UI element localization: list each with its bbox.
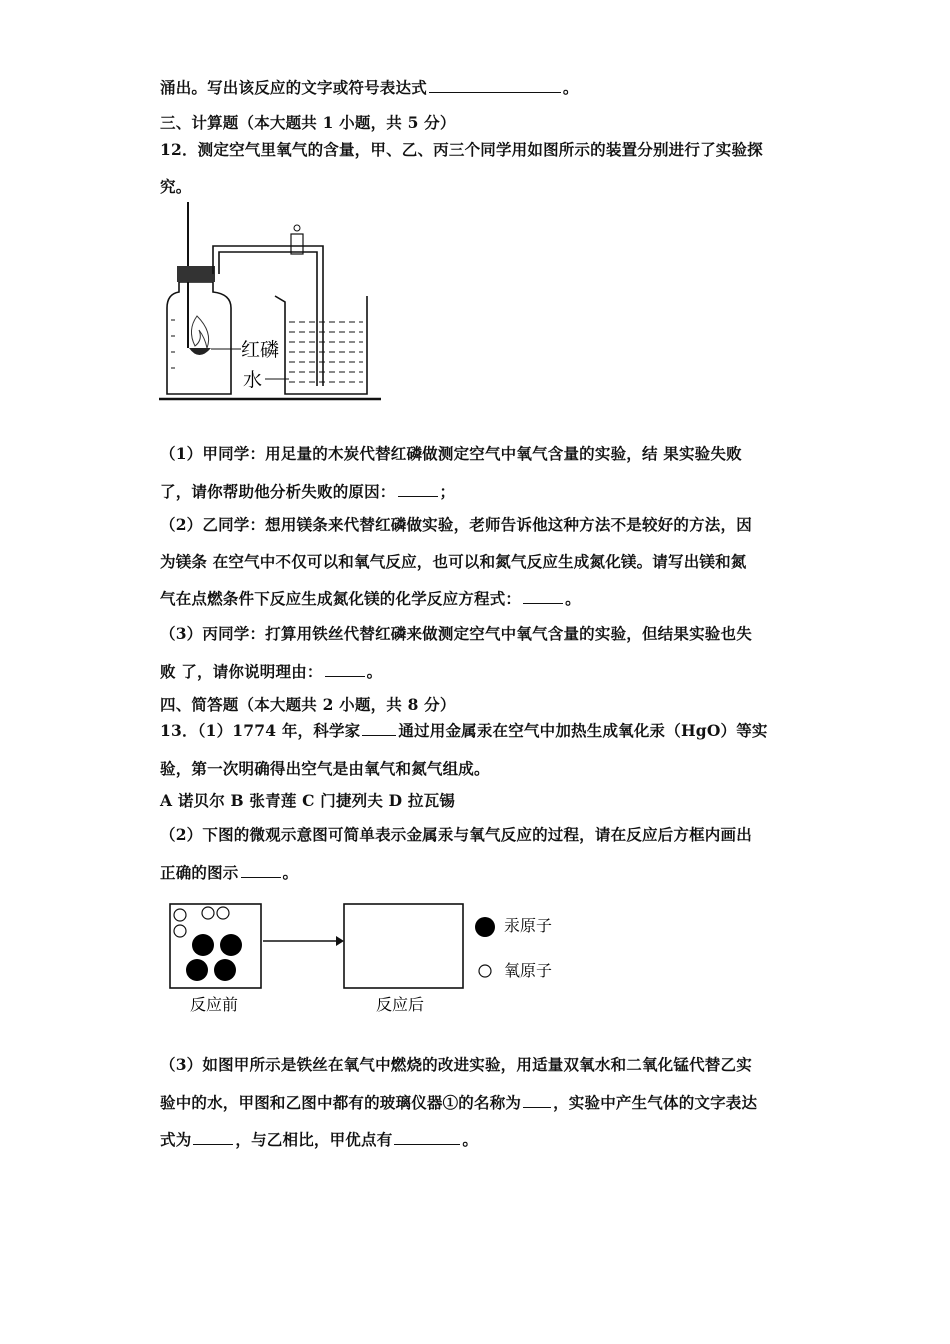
- water-lines: [289, 322, 363, 382]
- answer-blank[interactable]: [362, 721, 396, 736]
- mercury-atom: [220, 934, 242, 956]
- q13-line-f: [160, 1091, 757, 1113]
- answer-blank[interactable]: [193, 1130, 233, 1145]
- stopper: [177, 266, 215, 282]
- text: 正确的图示: [160, 863, 239, 882]
- label-water: 水: [243, 369, 263, 391]
- reaction-diagram: [160, 898, 580, 1020]
- oxygen-atom: [202, 907, 214, 919]
- q12-part2-c: [160, 587, 581, 609]
- clamp: [291, 234, 303, 254]
- q12-part3-b: [160, 660, 382, 682]
- section-3-title: 三、计算题（本大题共 1 小题，共 5 分）: [160, 113, 456, 132]
- section-4-title: 四、简答题（本大题共 2 小题，共 8 分）: [160, 695, 456, 714]
- legend-mercury-atom: [475, 917, 495, 937]
- q13-line-d: [160, 861, 298, 883]
- text: 。: [282, 863, 299, 882]
- label-before: 反应前: [190, 995, 239, 1014]
- text: ，与乙相比，甲优点有: [235, 1130, 393, 1149]
- answer-blank[interactable]: [325, 662, 365, 677]
- text: 。: [462, 1130, 479, 1149]
- legend-oxygen-label: 氧原子: [504, 961, 553, 980]
- answer-blank[interactable]: [429, 78, 561, 93]
- oxygen-atom: [174, 925, 186, 937]
- after-box[interactable]: [344, 904, 463, 988]
- answer-blank[interactable]: [523, 1093, 551, 1108]
- q12-part1-b: [160, 480, 455, 502]
- legend-oxygen-atom: [479, 965, 491, 977]
- q12-part3-a: （3）丙同学：打算用铁丝代替红磷来做测定空气中氧气含量的实验，但结果实验也失: [160, 624, 752, 643]
- text: 败 了，请你说明理由：: [160, 662, 323, 681]
- text: 式为: [160, 1130, 192, 1149]
- answer-blank[interactable]: [241, 863, 281, 878]
- q12-part1-a: （1）甲同学：用足量的木炭代替红磷做测定空气中氧气含量的实验，结 果实验失败: [160, 444, 742, 463]
- text: 。: [565, 589, 581, 608]
- answer-blank[interactable]: [394, 1130, 460, 1145]
- jar: [167, 282, 231, 394]
- text: 了，请你帮助他分析失败的原因：: [160, 482, 396, 501]
- q12-part2-a: （2）乙同学：想用镁条来代替红磷做实验，老师告诉他这种方法不是较好的方法，因: [160, 515, 752, 534]
- apparatus-figure: [155, 198, 385, 406]
- label-after: 反应后: [376, 995, 425, 1014]
- q13-line-b: 验，第一次明确得出空气是由氧气和氮气组成。: [160, 759, 490, 778]
- text: ，实验中产生气体的文字表达: [553, 1093, 758, 1112]
- text: ；: [439, 482, 456, 501]
- q13-options: A 诺贝尔 B 张青莲 C 门捷列夫 D 拉瓦锡: [160, 791, 455, 810]
- combustion-spoon: [189, 348, 211, 355]
- text: 13．（1）1774 年，科学家: [160, 721, 361, 740]
- text: 。: [366, 662, 383, 681]
- legend-mercury-label: 汞原子: [504, 916, 553, 935]
- mercury-atom: [186, 959, 208, 981]
- oxygen-atom: [217, 907, 229, 919]
- answer-blank[interactable]: [398, 482, 438, 497]
- q13-line-g: [160, 1128, 478, 1150]
- text: 。: [562, 78, 579, 97]
- q12-line-a: 12．测定空气里氧气的含量，甲、乙、丙三个同学用如图所示的装置分别进行了实验探: [160, 140, 763, 159]
- label-red-phosphorus: 红磷: [241, 339, 280, 361]
- answer-blank[interactable]: [523, 589, 563, 604]
- q13-line-c: （2）下图的微观示意图可简单表示金属汞与氧气反应的过程，请在反应后方框内画出: [160, 825, 752, 844]
- line-1: [160, 76, 579, 98]
- q12-line-b: 究。: [160, 177, 192, 196]
- text: 涌出。写出该反应的文字或符号表达式: [160, 78, 427, 97]
- oxygen-atom: [174, 909, 186, 921]
- text: 气在点燃条件下反应生成氮化镁的化学反应方程式：: [160, 589, 522, 608]
- mercury-atom: [214, 959, 236, 981]
- flame: [191, 316, 208, 348]
- q13-line-a: [160, 719, 768, 741]
- text: 验中的水，甲图和乙图中都有的玻璃仪器①的名称为: [160, 1093, 522, 1112]
- mercury-atom: [192, 934, 214, 956]
- connecting-tube: [213, 246, 323, 386]
- q12-part2-b: 为镁条 在空气中不仅可以和氧气反应，也可以和氮气反应生成氮化镁。请写出镁和氮: [160, 552, 747, 571]
- q13-line-e: （3）如图甲所示是铁丝在氧气中燃烧的改进实验，用适量双氧水和二氧化锰代替乙实: [160, 1055, 752, 1074]
- text: 通过用金属汞在空气中加热生成氧化汞（HgO）等实: [398, 721, 768, 740]
